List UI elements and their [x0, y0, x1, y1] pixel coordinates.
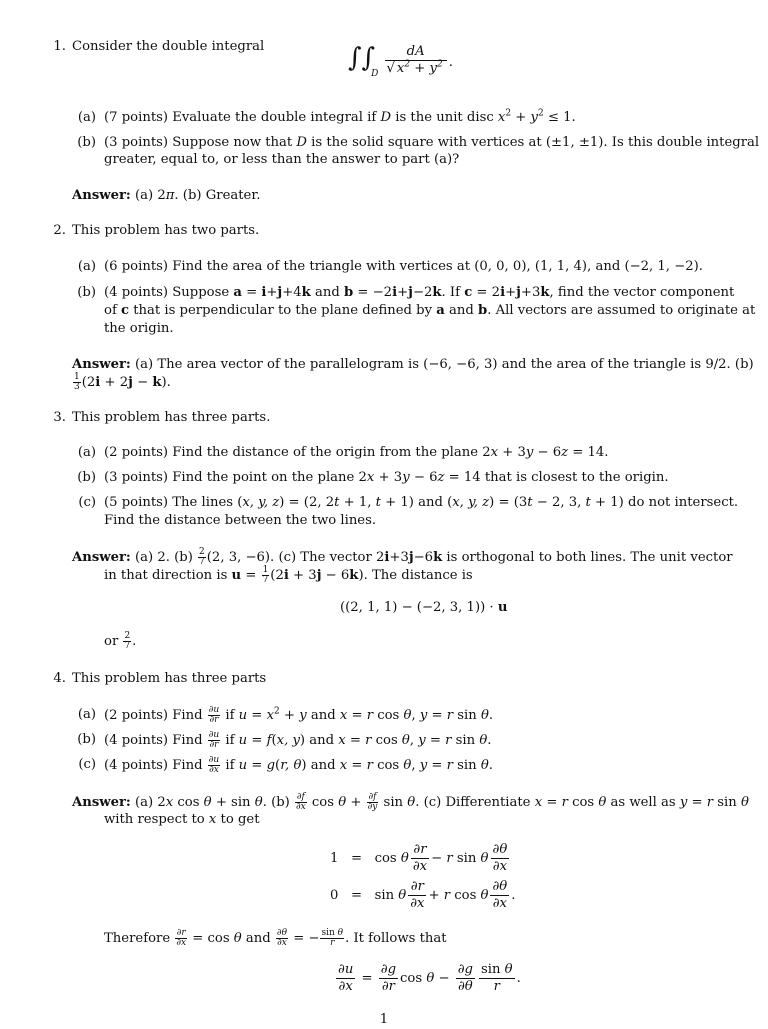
problem-prompt: Consider the double integral [72, 39, 265, 54]
answer-4-therefore: Therefore $\frac{\partial r}{\partial x}$ = cos θ and $\frac{\partial\theta}{\partial x}$ = − $\frac{\text{sin θ}}{r}$ . It follows that [104, 928, 447, 948]
final-equation: $\frac{\partial u}{\partial x}$ = $\frac{\partial g}{\partial r}$ cos θ − $\frac{\partial g}{\partial\theta}$ $\frac{\text{sin θ}}{r}$ . [338, 962, 521, 994]
part-1a-text: (7 points) Evaluate the double integral if D is the unit disc $x^2 + y^2 \le 1$. [104, 108, 576, 125]
part-label: (b) [77, 135, 96, 150]
part-label: (a) [77, 110, 96, 125]
part-2b-text-cont: of c that is perpendicular to the plane defined by a and b. All vectors are assumed to originate at [104, 303, 756, 318]
answer-4: Answer: (a) 2x cos θ + sin θ. (b) $\frac{\partial f}{\partial x}$ cos θ + $\frac{\partial f}{\partial y}$ sin θ. (c) Differentiate x = r cos θ as well as y = r sin θ [72, 792, 749, 812]
problem-prompt: This problem has three parts. [72, 410, 271, 425]
part-2b-text-cont2: the origin. [104, 321, 174, 336]
part-2b-text: (4 points) Suppose a = i+j+4k and b = −2i+j−2k. If c = 2i+j+3k, find the vector component [104, 285, 735, 300]
part-1b-text-cont: greater, equal to, or less than the answer to part (a)? [104, 152, 460, 167]
part-3c-text-cont: Find the distance between the two lines. [104, 513, 377, 528]
problem-prompt: This problem has three parts [72, 671, 267, 686]
part-label: (a) [77, 259, 96, 274]
answer-3-final: or $\frac{2}{7}$ . [104, 631, 137, 651]
part-4a-text: (2 points) Find $\frac{\partial u}{\partial r}$ if $u = x^2 + y$ and x = r cos θ, y = r sin θ. [104, 705, 494, 725]
answer-1: Answer: (a) 2π. (b) Greater. [72, 188, 261, 203]
answer-2-cont: $\frac{1}{3}$ (2i + 2j − k). [74, 372, 171, 392]
double-integral-equation: $\int\int_D$ $\frac{dA}{√ x^2 + y^2}$ . [348, 43, 453, 79]
problem-number: 1. [53, 39, 66, 54]
part-3c-text: (5 points) The lines (x, y, z) = (2, 2t + 1, t + 1) and (x, y, z) = (3t − 2, 3, t + 1) do not intersect. [104, 495, 739, 510]
answer-2: Answer: (a) The area vector of the parallelogram is (−6, −6, 3) and the area of the triangle is 9/2. (b) [72, 357, 754, 372]
problem-number: 4. [53, 671, 66, 686]
part-1b-text: (3 points) Suppose now that D is the solid square with vertices at (±1, ±1). Is this double integral [104, 135, 760, 150]
problem-number: 3. [53, 410, 66, 425]
answer-3: Answer: (a) 2. (b) $\frac{2}{7}$ (2, 3, −6). (c) The vector 2i+3j−6k is orthogonal to both lines. The unit vector [72, 547, 733, 567]
part-label: (b) [77, 285, 96, 300]
part-4c-text: (4 points) Find $\frac{\partial u}{\partial x}$ if u = g(r, θ) and x = r cos θ, y = r sin θ. [104, 755, 493, 775]
part-label: (b) [77, 470, 96, 485]
part-3a-text: (2 points) Find the distance of the origin from the plane 2x + 3y − 6z = 14. [104, 445, 609, 460]
part-4b-text: (4 points) Find $\frac{\partial u}{\partial r}$ if u = f(x, y) and x = r cos θ, y = r sin θ. [104, 730, 492, 750]
problem-number: 2. [53, 223, 66, 238]
distance-formula: ((2, 1, 1) − (−2, 3, 1)) · u [340, 600, 508, 615]
answer-3-cont: in that direction is u = $\frac{1}{7}$ (2i + 3j − 6k). The distance is [104, 565, 473, 585]
page-number: 1 [379, 1012, 389, 1027]
part-label: (a) [77, 445, 96, 460]
part-3b-text: (3 points) Find the point on the plane 2x + 3y − 6z = 14 that is closest to the origin. [104, 470, 669, 485]
equation-row-2: 0 = sin θ $\frac{\partial r}{\partial x}$ + r cos θ $\frac{\partial\theta}{\partial x}$ . [330, 879, 516, 911]
part-label: (a) [77, 707, 96, 722]
part-2a-text: (6 points) Find the area of the triangle with vertices at (0, 0, 0), (1, 1, 4), and (−2, 1, −2). [104, 259, 703, 274]
answer-4-cont: with respect to x to get [104, 812, 260, 827]
part-label: (b) [77, 732, 96, 747]
part-label: (c) [78, 757, 96, 772]
part-label: (c) [78, 495, 96, 510]
equation-row-1: 1 = cos θ $\frac{\partial r}{\partial x}$ − r sin θ $\frac{\partial\theta}{\partial x}$ [330, 842, 508, 874]
problem-prompt: This problem has two parts. [72, 223, 260, 238]
